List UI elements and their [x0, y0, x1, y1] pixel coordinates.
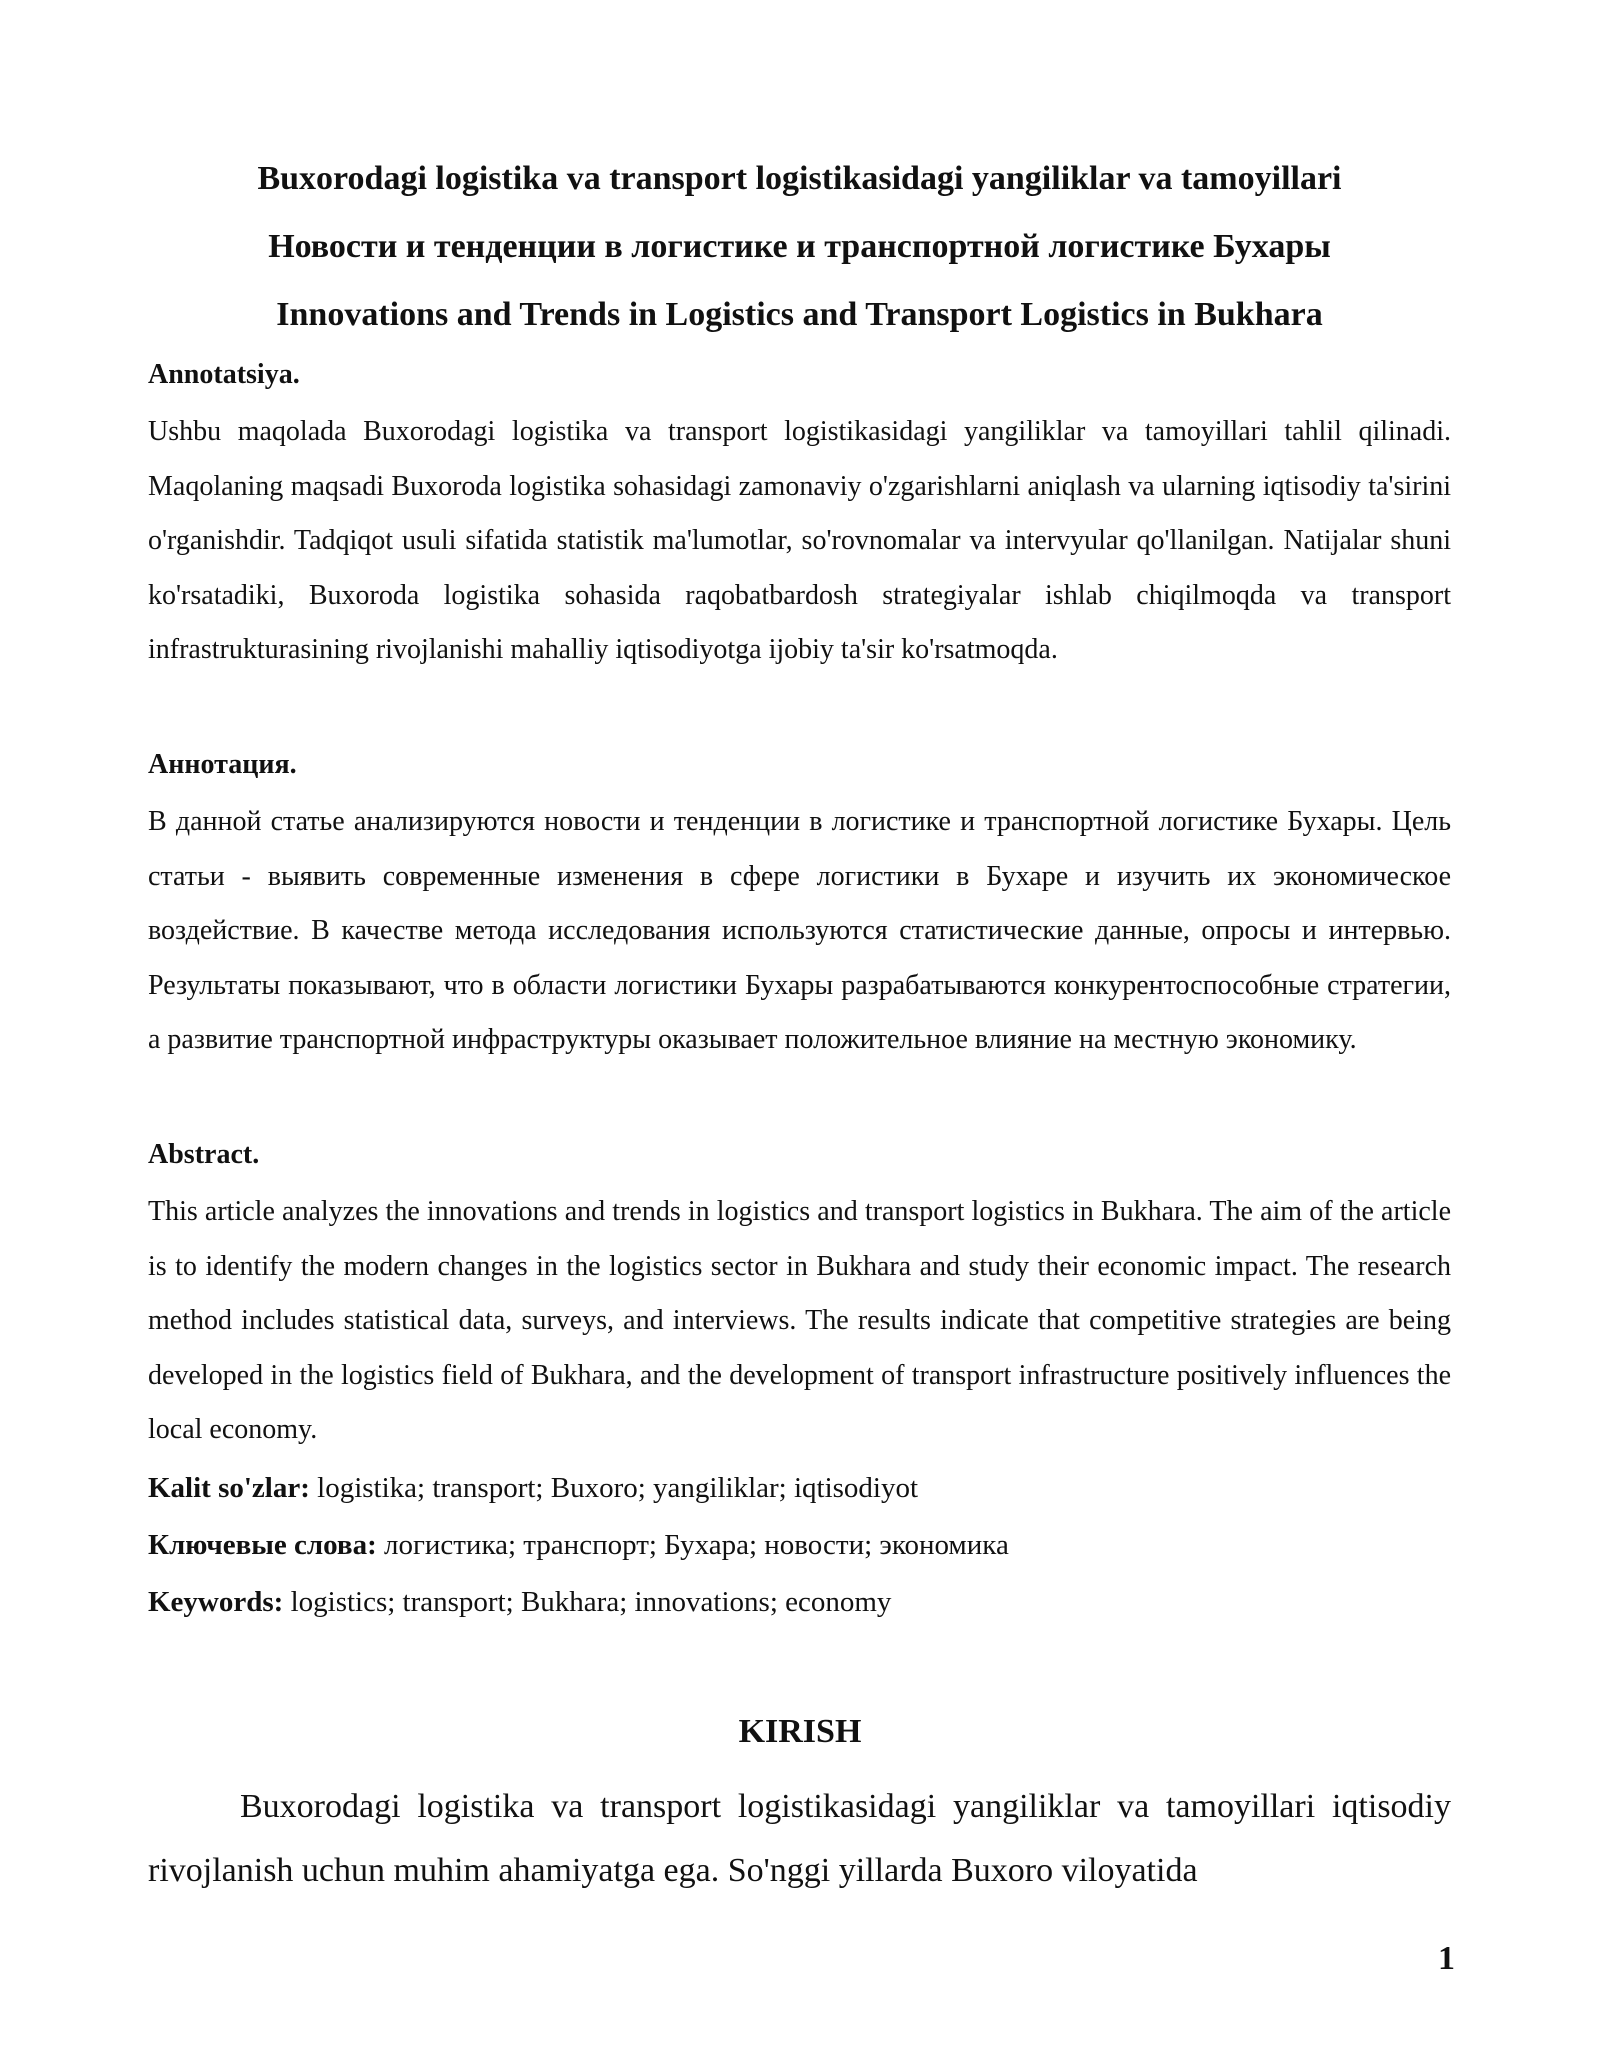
- introduction-section: [148, 1775, 1451, 1903]
- introduction-paragraph: Buxorodagi logistika va transport logistikasidagi yangiliklar va tamoyillari iqtisodiy rivojlanish uchun muhim ahamiyatga ega. So'nggi yillarda Buxoro viloyatida: [148, 1788, 1451, 1889]
- page-number: 1: [1438, 1940, 1455, 1977]
- keywords-russian-label: Ключевые слова:: [148, 1529, 377, 1561]
- keywords-uzbek-value: logistika; transport; Buxoro; yangiliklar; iqtisodiyot: [309, 1472, 919, 1504]
- abstract-english: [148, 1135, 1451, 1458]
- keywords-english: [148, 1574, 1451, 1631]
- abstract-uzbek-text: Ushbu maqolada Buxorodagi logistika va transport logistikasidagi yangiliklar va tamoyillari tahlil qilinadi. Maqolaning maqsadi Buxoroda logistika sohasidagi zamonaviy o'zgarishlarni aniqlash va ularning iqtisodiy ta'sirini o'rganishdir. Tadqiqot usuli sifatida statistik ma'lumotlar, so'rovnomalar va intervyular qo'llanilgan. Natijalar shuni ko'rsatadiki, Buxoroda logistika sohasida raqobatbardosh strategiyalar ishlab chiqilmoqda va transport infrastrukturasining rivojlanishi mahalliy iqtisodiyotga ijobiy ta'sir ko'rsatmoqda.: [148, 416, 1451, 665]
- keywords-english-label: Keywords:: [148, 1586, 284, 1618]
- keywords-russian: [148, 1517, 1451, 1574]
- title-uzbek: Buxorodagi logistika va transport logistikasidagi yangiliklar va tamoyillari: [257, 160, 1342, 197]
- abstract-english-heading: Abstract.: [148, 1139, 260, 1170]
- abstract-russian: [148, 745, 1451, 1068]
- keywords-block: [148, 1460, 1451, 1631]
- keywords-russian-value: логистика; транспорт; Бухара; новости; экономика: [376, 1529, 1009, 1561]
- abstract-uzbek-heading: Annotatsiya.: [148, 359, 300, 390]
- keywords-uzbek-label: Kalit so'zlar:: [148, 1472, 310, 1504]
- title-russian: Новости и тенденции в логистике и транспортной логистике Бухары: [268, 228, 1331, 265]
- title-english: Innovations and Trends in Logistics and Transport Logistics in Bukhara: [276, 296, 1323, 333]
- section-heading-kirish: KIRISH: [738, 1713, 862, 1750]
- abstract-english-text: This article analyzes the innovations and trends in logistics and transport logistics in Bukhara. The aim of the article is to identify the modern changes in the logistics sector in Bukhara and study their economic impact. The research method includes statistical data, surveys, and interviews. The results indicate that competitive strategies are being developed in the logistics field of Bukhara, and the development of transport infrastructure positively influences the local economy.: [148, 1196, 1451, 1445]
- keywords-english-value: logistics; transport; Bukhara; innovations; economy: [283, 1586, 892, 1618]
- abstract-uzbek: [148, 355, 1451, 678]
- keywords-uzbek: [148, 1460, 1451, 1517]
- abstract-russian-heading: Аннотация.: [148, 749, 297, 780]
- title-block: [148, 145, 1451, 349]
- abstract-russian-text: В данной статье анализируются новости и тенденции в логистике и транспортной логистике Бухары. Цель статьи - выявить современные изменения в сфере логистики в Бухаре и изучить их экономическое воздействие. В качестве метода исследования используются статистические данные, опросы и интервью. Результаты показывают, что в области логистики Бухары разрабатываются конкурентоспособные стратегии, а развитие транспортной инфраструктуры оказывает положительное влияние на местную экономику.: [148, 806, 1451, 1055]
